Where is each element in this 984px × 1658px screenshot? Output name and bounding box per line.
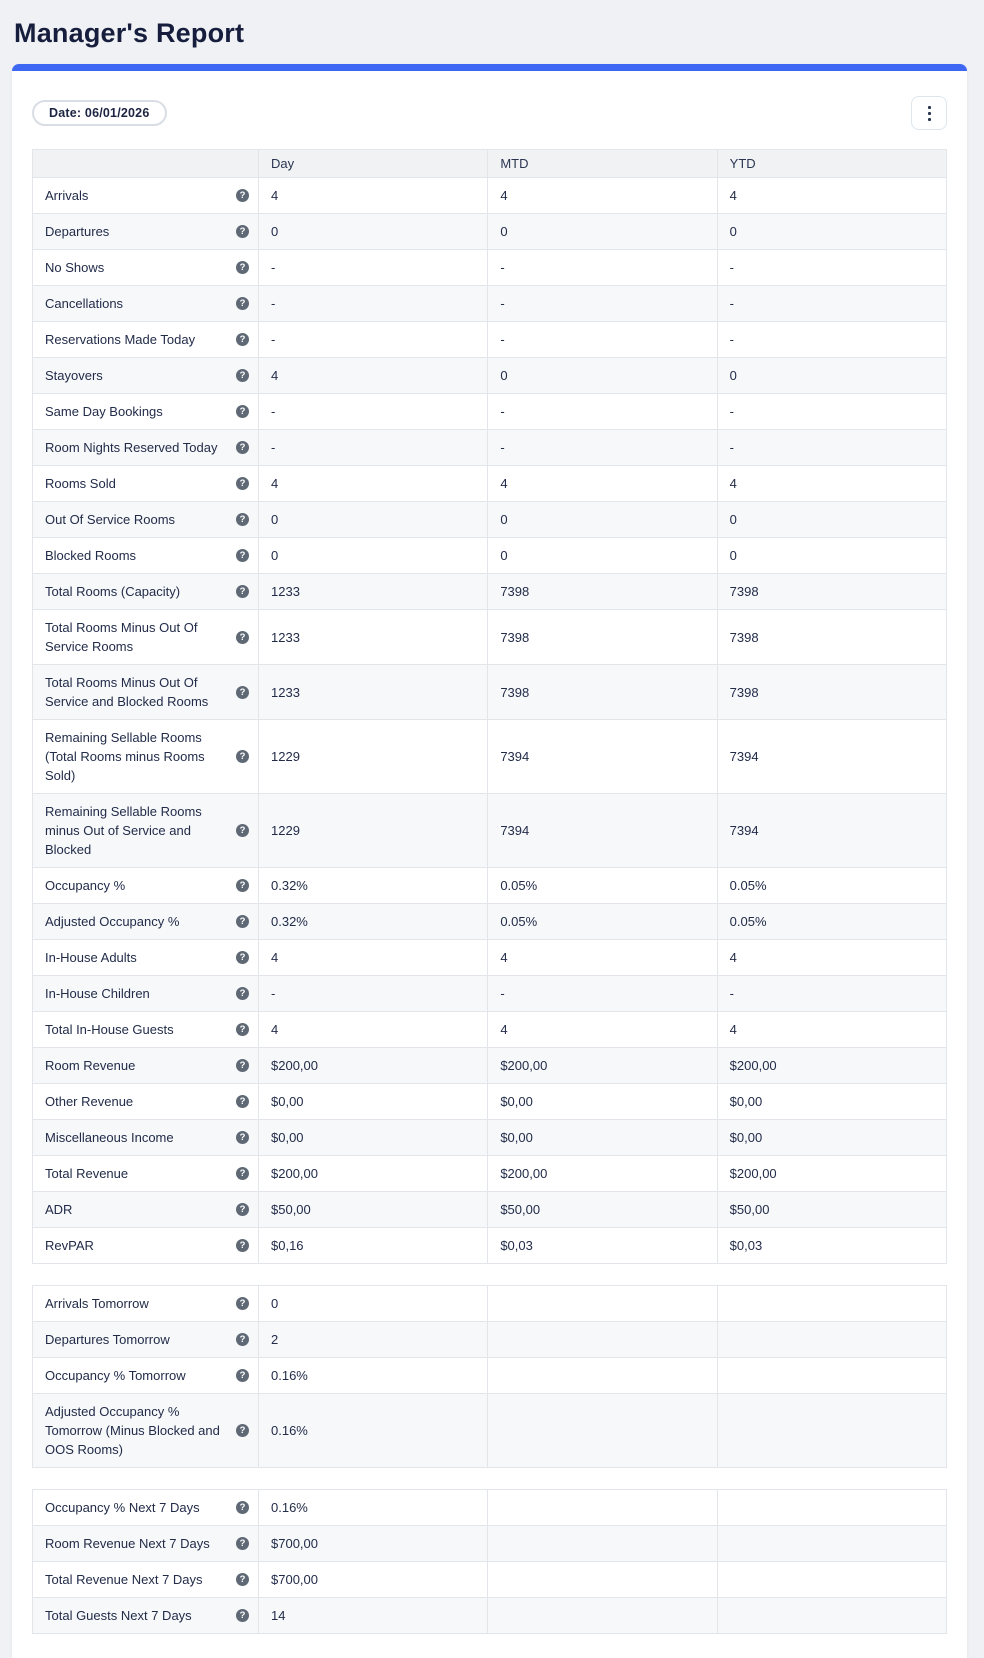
- row-value-cell: $700,00: [259, 1562, 488, 1598]
- row-value-cell: $0,03: [488, 1228, 717, 1264]
- row-value-cell: -: [488, 286, 717, 322]
- row-value-cell: 0: [488, 502, 717, 538]
- column-header: Day: [259, 150, 488, 178]
- table-row: [33, 1084, 947, 1120]
- row-label: Same Day Bookings: [45, 404, 163, 419]
- table-row: [33, 904, 947, 940]
- row-value-cell: -: [488, 394, 717, 430]
- row-label: Adjusted Occupancy % Tomorrow (Minus Blocked and OOS Rooms): [45, 1404, 220, 1457]
- row-value-cell: 7398: [717, 610, 946, 665]
- row-label-cell: [33, 1322, 259, 1358]
- row-value-cell: 0.32%: [259, 868, 488, 904]
- table-row: [33, 1526, 947, 1562]
- row-value-cell: -: [259, 286, 488, 322]
- row-value-cell: 1233: [259, 574, 488, 610]
- row-value-cell: $200,00: [259, 1156, 488, 1192]
- table-row: [33, 1120, 947, 1156]
- help-icon[interactable]: ?: [236, 686, 249, 699]
- help-icon[interactable]: ?: [236, 1573, 249, 1586]
- row-value-cell: 7394: [717, 720, 946, 794]
- row-label-cell: [33, 1012, 259, 1048]
- date-chip[interactable]: Date: 06/01/2026: [32, 100, 167, 126]
- row-value-cell: [717, 1286, 946, 1322]
- row-label: RevPAR: [45, 1238, 94, 1253]
- table-row: [33, 794, 947, 868]
- row-value-cell: [488, 1358, 717, 1394]
- row-value-cell: [488, 1490, 717, 1526]
- row-value-cell: [717, 1598, 946, 1634]
- help-icon[interactable]: ?: [236, 369, 249, 382]
- help-icon[interactable]: ?: [236, 1167, 249, 1180]
- row-label-cell: [33, 976, 259, 1012]
- help-icon[interactable]: ?: [236, 1239, 249, 1252]
- row-value-cell: 4: [259, 358, 488, 394]
- help-icon[interactable]: ?: [236, 225, 249, 238]
- row-label: Total Guests Next 7 Days: [45, 1608, 192, 1623]
- table-row: [33, 538, 947, 574]
- row-value-cell: $50,00: [488, 1192, 717, 1228]
- row-value-cell: 4: [488, 1012, 717, 1048]
- row-value-cell: -: [488, 322, 717, 358]
- row-value-cell: 7394: [488, 720, 717, 794]
- row-label: Remaining Sellable Rooms minus Out of Service and Blocked: [45, 804, 202, 857]
- row-value-cell: 0.16%: [259, 1358, 488, 1394]
- row-label-cell: [33, 1394, 259, 1468]
- row-value-cell: -: [717, 394, 946, 430]
- table-row: [33, 1598, 947, 1634]
- row-label: Departures: [45, 224, 110, 239]
- help-icon[interactable]: ?: [236, 189, 249, 202]
- row-label-cell: [33, 1192, 259, 1228]
- row-label: Adjusted Occupancy %: [45, 914, 180, 929]
- help-icon[interactable]: ?: [236, 1297, 249, 1310]
- row-value-cell: -: [259, 250, 488, 286]
- help-icon[interactable]: ?: [236, 333, 249, 346]
- row-value-cell: $700,00: [259, 1526, 488, 1562]
- help-icon[interactable]: ?: [236, 297, 249, 310]
- row-value-cell: -: [717, 286, 946, 322]
- row-value-cell: 0: [717, 214, 946, 250]
- row-label-cell: [33, 358, 259, 394]
- row-value-cell: -: [259, 976, 488, 1012]
- row-value-cell: [488, 1562, 717, 1598]
- row-label-cell: [33, 502, 259, 538]
- table-row: [33, 1394, 947, 1468]
- table-row: [33, 1012, 947, 1048]
- row-label: Total Revenue: [45, 1166, 129, 1181]
- row-label: Occupancy % Next 7 Days: [45, 1500, 200, 1515]
- row-value-cell: -: [259, 322, 488, 358]
- table-row: [33, 502, 947, 538]
- row-value-cell: 4: [488, 940, 717, 976]
- row-value-cell: [488, 1598, 717, 1634]
- help-icon[interactable]: ?: [236, 585, 249, 598]
- table-row: [33, 394, 947, 430]
- row-label-cell: [33, 1228, 259, 1264]
- report-table: [32, 149, 947, 1264]
- row-label: ADR: [45, 1202, 73, 1217]
- row-label: Total Rooms Minus Out Of Service and Blocked Rooms: [45, 675, 209, 709]
- row-label-cell: [33, 322, 259, 358]
- row-value-cell: 1233: [259, 665, 488, 720]
- row-label: Stayovers: [45, 368, 103, 383]
- table-row: [33, 1358, 947, 1394]
- help-icon[interactable]: ?: [236, 879, 249, 892]
- row-label-cell: [33, 466, 259, 502]
- row-value-cell: 7394: [488, 794, 717, 868]
- row-value-cell: 0: [488, 358, 717, 394]
- row-value-cell: [488, 1394, 717, 1468]
- report-toolbar: [32, 96, 947, 130]
- row-value-cell: $0,00: [488, 1084, 717, 1120]
- row-value-cell: 4: [488, 466, 717, 502]
- kebab-menu-icon: [928, 106, 931, 121]
- row-value-cell: $0,00: [717, 1120, 946, 1156]
- row-label-cell: [33, 430, 259, 466]
- row-value-cell: -: [259, 394, 488, 430]
- row-label: Room Revenue Next 7 Days: [45, 1536, 210, 1551]
- row-value-cell: 0: [717, 502, 946, 538]
- card-content: [12, 71, 967, 1658]
- help-icon[interactable]: ?: [236, 477, 249, 490]
- column-header: MTD: [488, 150, 717, 178]
- row-value-cell: 4: [259, 178, 488, 214]
- table-row: [33, 322, 947, 358]
- table-row: [33, 1048, 947, 1084]
- row-value-cell: [717, 1490, 946, 1526]
- row-value-cell: -: [488, 430, 717, 466]
- row-label: Arrivals: [45, 188, 89, 203]
- help-icon[interactable]: ?: [236, 1131, 249, 1144]
- page-title: Manager's Report: [14, 18, 245, 48]
- row-label-cell: [33, 1120, 259, 1156]
- column-header: YTD: [717, 150, 946, 178]
- row-label: Arrivals Tomorrow: [45, 1296, 149, 1311]
- row-label: Cancellations: [45, 296, 124, 311]
- row-label-cell: [33, 1526, 259, 1562]
- row-value-cell: 7398: [488, 574, 717, 610]
- help-icon[interactable]: ?: [236, 915, 249, 928]
- help-icon[interactable]: ?: [236, 951, 249, 964]
- row-value-cell: $50,00: [259, 1192, 488, 1228]
- row-label-cell: [33, 286, 259, 322]
- table-row: [33, 214, 947, 250]
- help-icon[interactable]: ?: [236, 1059, 249, 1072]
- row-value-cell: 14: [259, 1598, 488, 1634]
- row-label-cell: [33, 574, 259, 610]
- kebab-menu-button[interactable]: [911, 96, 947, 130]
- row-value-cell: $200,00: [717, 1156, 946, 1192]
- row-label: Occupancy % Tomorrow: [45, 1368, 186, 1383]
- report-table: [32, 1489, 947, 1634]
- table-row: [33, 178, 947, 214]
- row-value-cell: 7398: [488, 610, 717, 665]
- row-value-cell: $0,00: [488, 1120, 717, 1156]
- row-value-cell: 0: [717, 358, 946, 394]
- row-value-cell: 0.05%: [717, 904, 946, 940]
- row-label: Total In-House Guests: [45, 1022, 174, 1037]
- table-row: [33, 610, 947, 665]
- row-value-cell: $0,00: [259, 1084, 488, 1120]
- row-value-cell: [488, 1322, 717, 1358]
- row-label-cell: [33, 904, 259, 940]
- row-label-cell: [33, 1286, 259, 1322]
- row-value-cell: [488, 1526, 717, 1562]
- row-value-cell: 0: [259, 214, 488, 250]
- row-label-cell: [33, 665, 259, 720]
- table-row: [33, 868, 947, 904]
- row-label: Occupancy %: [45, 878, 126, 893]
- row-label-cell: [33, 178, 259, 214]
- report-tables: [32, 149, 947, 1634]
- row-value-cell: 4: [717, 178, 946, 214]
- row-value-cell: 4: [259, 466, 488, 502]
- table-header-row: [33, 150, 947, 178]
- row-value-cell: -: [488, 976, 717, 1012]
- row-value-cell: [717, 1394, 946, 1468]
- row-value-cell: $200,00: [488, 1156, 717, 1192]
- row-value-cell: 4: [717, 466, 946, 502]
- row-value-cell: -: [717, 322, 946, 358]
- row-value-cell: 0.05%: [488, 904, 717, 940]
- row-label-cell: [33, 1048, 259, 1084]
- table-row: [33, 1156, 947, 1192]
- row-value-cell: $0,00: [259, 1120, 488, 1156]
- row-value-cell: 4: [488, 178, 717, 214]
- row-value-cell: $0,16: [259, 1228, 488, 1264]
- table-row: [33, 720, 947, 794]
- row-value-cell: [488, 1286, 717, 1322]
- row-value-cell: 0: [259, 538, 488, 574]
- row-value-cell: [717, 1358, 946, 1394]
- row-value-cell: [717, 1526, 946, 1562]
- row-value-cell: 0: [488, 538, 717, 574]
- row-label: Total Rooms Minus Out Of Service Rooms: [45, 620, 198, 654]
- row-value-cell: 4: [259, 940, 488, 976]
- row-value-cell: 7394: [717, 794, 946, 868]
- help-icon[interactable]: ?: [236, 261, 249, 274]
- row-label-cell: [33, 610, 259, 665]
- row-value-cell: 0: [488, 214, 717, 250]
- row-label: Blocked Rooms: [45, 548, 137, 563]
- report-card: [12, 64, 967, 1658]
- row-label-cell: [33, 940, 259, 976]
- row-label: Total Rooms (Capacity): [45, 584, 181, 599]
- help-icon[interactable]: ?: [236, 987, 249, 1000]
- help-icon[interactable]: ?: [236, 1501, 249, 1514]
- row-label-cell: [33, 794, 259, 868]
- table-row: [33, 466, 947, 502]
- table-row: [33, 1192, 947, 1228]
- row-label-cell: [33, 394, 259, 430]
- row-value-cell: 4: [717, 940, 946, 976]
- table-row: [33, 665, 947, 720]
- table-row: [33, 574, 947, 610]
- row-value-cell: 7398: [717, 574, 946, 610]
- row-label-cell: [33, 1084, 259, 1120]
- table-row: [33, 430, 947, 466]
- row-value-cell: 0.05%: [717, 868, 946, 904]
- row-label-cell: [33, 1490, 259, 1526]
- table-row: [33, 940, 947, 976]
- row-value-cell: $0,03: [717, 1228, 946, 1264]
- row-value-cell: -: [259, 430, 488, 466]
- help-icon[interactable]: ?: [236, 405, 249, 418]
- row-label-cell: [33, 1156, 259, 1192]
- row-value-cell: [717, 1322, 946, 1358]
- help-icon[interactable]: ?: [236, 441, 249, 454]
- row-value-cell: -: [717, 976, 946, 1012]
- row-value-cell: 0.32%: [259, 904, 488, 940]
- help-icon[interactable]: ?: [236, 1609, 249, 1622]
- row-label-cell: [33, 1598, 259, 1634]
- row-label-cell: [33, 538, 259, 574]
- row-value-cell: 0.05%: [488, 868, 717, 904]
- row-value-cell: -: [488, 250, 717, 286]
- row-label-cell: [33, 720, 259, 794]
- row-value-cell: [717, 1562, 946, 1598]
- row-value-cell: 1229: [259, 720, 488, 794]
- row-label-cell: [33, 868, 259, 904]
- row-label-cell: [33, 1562, 259, 1598]
- row-value-cell: $50,00: [717, 1192, 946, 1228]
- help-icon[interactable]: ?: [236, 750, 249, 763]
- row-value-cell: 2: [259, 1322, 488, 1358]
- help-icon[interactable]: ?: [236, 549, 249, 562]
- row-value-cell: 0: [717, 538, 946, 574]
- row-label: Total Revenue Next 7 Days: [45, 1572, 203, 1587]
- card-accent-bar: [12, 64, 967, 71]
- table-row: [33, 1322, 947, 1358]
- row-label: Miscellaneous Income: [45, 1130, 174, 1145]
- row-value-cell: -: [717, 250, 946, 286]
- row-value-cell: $200,00: [717, 1048, 946, 1084]
- row-label: Other Revenue: [45, 1094, 134, 1109]
- help-icon[interactable]: ?: [236, 1023, 249, 1036]
- row-label: Out Of Service Rooms: [45, 512, 176, 527]
- row-label-cell: [33, 250, 259, 286]
- column-header-empty: [33, 150, 259, 178]
- help-icon[interactable]: ?: [236, 1203, 249, 1216]
- row-label-cell: [33, 214, 259, 250]
- row-value-cell: 7398: [488, 665, 717, 720]
- row-label-cell: [33, 1358, 259, 1394]
- row-value-cell: 1233: [259, 610, 488, 665]
- help-icon[interactable]: ?: [236, 1369, 249, 1382]
- row-value-cell: 4: [259, 1012, 488, 1048]
- row-label: Room Revenue: [45, 1058, 136, 1073]
- row-label: In-House Adults: [45, 950, 137, 965]
- row-label: Remaining Sellable Rooms (Total Rooms minus Rooms Sold): [45, 730, 205, 783]
- table-row: [33, 358, 947, 394]
- row-label: No Shows: [45, 260, 105, 275]
- row-value-cell: 0.16%: [259, 1394, 488, 1468]
- row-value-cell: $200,00: [259, 1048, 488, 1084]
- row-value-cell: 0.16%: [259, 1490, 488, 1526]
- row-label: Rooms Sold: [45, 476, 116, 491]
- row-value-cell: 0: [259, 502, 488, 538]
- table-row: [33, 1228, 947, 1264]
- report-table: [32, 1285, 947, 1468]
- table-row: [33, 286, 947, 322]
- help-icon[interactable]: ?: [236, 824, 249, 837]
- help-icon[interactable]: ?: [236, 1095, 249, 1108]
- table-row: [33, 250, 947, 286]
- help-icon[interactable]: ?: [236, 513, 249, 526]
- help-icon[interactable]: ?: [236, 1537, 249, 1550]
- row-value-cell: 4: [717, 1012, 946, 1048]
- row-value-cell: 0: [259, 1286, 488, 1322]
- row-value-cell: -: [717, 430, 946, 466]
- row-label: In-House Children: [45, 986, 150, 1001]
- help-icon[interactable]: ?: [236, 1333, 249, 1346]
- table-row: [33, 976, 947, 1012]
- table-row: [33, 1562, 947, 1598]
- table-row: [33, 1490, 947, 1526]
- row-label: Reservations Made Today: [45, 332, 196, 347]
- help-icon[interactable]: ?: [236, 631, 249, 644]
- row-label: Departures Tomorrow: [45, 1332, 170, 1347]
- row-value-cell: $0,00: [717, 1084, 946, 1120]
- help-icon[interactable]: ?: [236, 1424, 249, 1437]
- row-value-cell: 1229: [259, 794, 488, 868]
- row-label: Room Nights Reserved Today: [45, 440, 218, 455]
- row-value-cell: $200,00: [488, 1048, 717, 1084]
- row-value-cell: 7398: [717, 665, 946, 720]
- table-row: [33, 1286, 947, 1322]
